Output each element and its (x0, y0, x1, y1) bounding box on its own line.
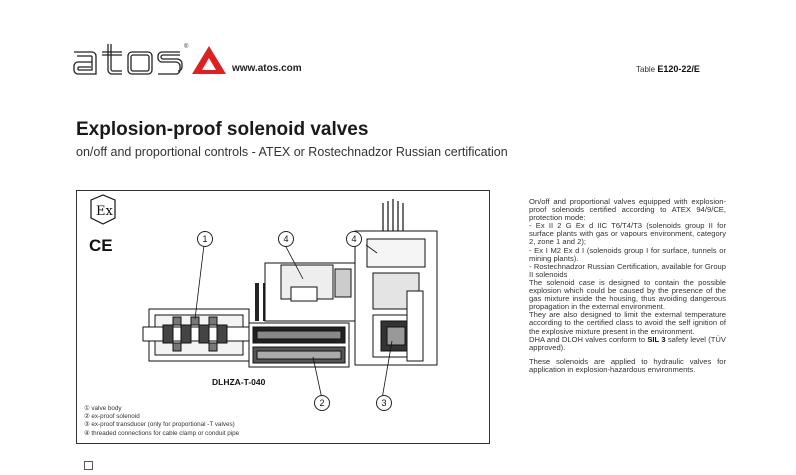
case-paragraph: The solenoid case is designed to contain the possible explosion which could be caused by the presence of the gas mixture inside the housing, thus avoiding dangerous propagation in the external environment. (529, 277, 726, 312)
ce-mark-icon: CE (89, 236, 113, 255)
callout-2: 2 (314, 395, 330, 411)
page-title: Explosion-proof solenoid valves (76, 119, 369, 140)
callout-4-solenoid: 4 (278, 231, 294, 247)
legend-item: ② ex-proof solenoid (84, 413, 140, 421)
registered-mark: ® (184, 44, 189, 50)
callout-3: 3 (376, 395, 392, 411)
figure-legend (84, 405, 239, 438)
table-reference (636, 64, 700, 74)
temperature-paragraph: They are also designed to limit the external temperature according to the certified class to avoid the self ignition of the explosive mixture present in the environment. (529, 310, 726, 336)
atos-logo-graphic (72, 38, 242, 82)
description-text (529, 198, 726, 374)
sil-paragraph: DHA and DLOH valves conform to SIL 3 safety level (TÜV approved). (529, 334, 726, 352)
atos-logo (72, 38, 242, 82)
table-label: Table (636, 65, 656, 74)
model-label: DLHZA-T-040 (212, 377, 266, 387)
certification-item: - Ex II 2 G Ex d IIC T6/T4/T3 (solenoids group II for surface plants with gas or vapours environment, category 2, zone 1 and 2); (529, 221, 726, 247)
legend-item: ① valve body (84, 405, 122, 412)
certification-item: - Ex I M2 Ex d I (solenoids group I for surface, tunnels or mining plants). (529, 245, 726, 263)
legend-item: ④ threaded connections for cable clamp or conduit pipe (84, 429, 240, 437)
website-link[interactable]: www.atos.com (232, 63, 302, 74)
application-paragraph: These solenoids are applied to hydraulic valves for application in explosion-hazardous environments. (529, 356, 726, 374)
intro-paragraph: On/off and proportional valves equipped with explosion-proof solenoids certified according to ATEX 94/9/CE, protection mode: (529, 197, 726, 223)
callout-4-transducer: 4 (346, 231, 362, 247)
callout-1: 1 (197, 231, 213, 247)
ex-mark-icon (91, 195, 115, 224)
table-code: E120-22/E (657, 64, 700, 74)
certification-item: - Rostechnadzor Russian Certification, available for Group II solenoids (529, 261, 726, 279)
section-marker-icon (84, 461, 93, 470)
page-subtitle: on/off and proportional controls - ATEX or Rostechnadzor Russian certification (76, 145, 508, 159)
legend-item: ③ ex-proof transducer (only for proportional -T valves) (84, 421, 235, 429)
svg-text:Ex: Ex (96, 204, 113, 219)
